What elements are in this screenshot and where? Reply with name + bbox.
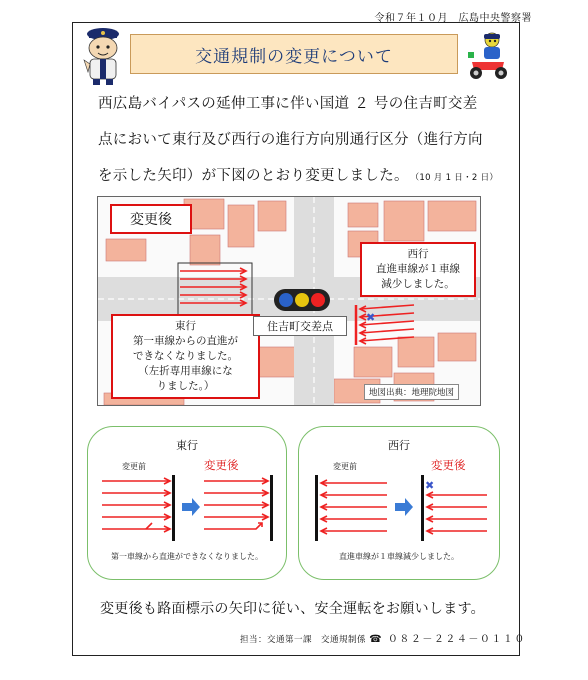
west-note-title: 西行 (407, 248, 429, 260)
motorcycle-mascot-icon (466, 30, 510, 80)
east-note-line3: （左折専用車線にな (138, 365, 233, 377)
closing-message: 変更後も路面標示の矢印に従い、安全運転をお願いします。 (100, 601, 485, 617)
west-caption: 直進車線が１車線減少しました。 (339, 552, 459, 561)
west-note-line2: 減少しました。 (381, 278, 455, 290)
east-caption: 第一車線から直進ができなくなりました。 (111, 552, 263, 561)
contact-tel: ☎ ０８２－２２４－０１１０ (369, 634, 526, 645)
west-note-line1: 直進車線が１車線 (376, 263, 460, 275)
east-panel (87, 426, 287, 580)
map-credit: 地図出典：地理院地図 (364, 384, 459, 400)
contact-dept: 担当：交通第一課 交通規制係 (240, 635, 367, 645)
map-after-tag: 変更後 (110, 204, 192, 234)
header-date-org: 令和７年１０月 広島中央警察署 (374, 13, 532, 24)
west-lane-diagram (307, 473, 493, 549)
west-panel-title: 西行 (388, 439, 410, 452)
police-mascot-icon (80, 26, 126, 86)
east-note-title: 東行 (175, 320, 196, 332)
east-note-line4: りました。） (156, 380, 215, 392)
east-panel-title: 東行 (176, 439, 198, 452)
body-line-1: 西広島バイパスの延伸工事に伴い国道 ２ 号の住吉町交差 (98, 96, 478, 112)
body-line-3-wrap (82, 158, 514, 196)
notice-title: 交通規制の変更について (130, 34, 458, 74)
west-note (360, 242, 476, 297)
body-line-3: を示した矢印）が下図のとおり変更しました。 (98, 168, 409, 184)
date-note: （10 月 1 日・2 日） (414, 173, 499, 183)
east-before-label: 変更前 (122, 462, 146, 471)
east-note (111, 314, 260, 399)
east-note-line1: 第一車線からの直進が (133, 335, 238, 347)
junction-name: 住吉町交差点 (253, 316, 347, 336)
west-panel (298, 426, 500, 580)
svg-text:✖: ✖ (366, 311, 376, 324)
body-line-2: 点において東行及び西行の進行方向別通行区分（進行方向 (98, 132, 483, 148)
body-paragraph (82, 86, 514, 196)
west-after-label: 変更後 (431, 458, 466, 472)
contact-line (240, 630, 526, 645)
east-after-label: 変更後 (204, 458, 239, 472)
east-note-line2: できなくなりました。 (133, 350, 238, 362)
svg-text:✖: ✖ (425, 479, 435, 492)
west-before-label: 変更前 (333, 462, 357, 471)
east-lane-diagram (96, 473, 280, 549)
